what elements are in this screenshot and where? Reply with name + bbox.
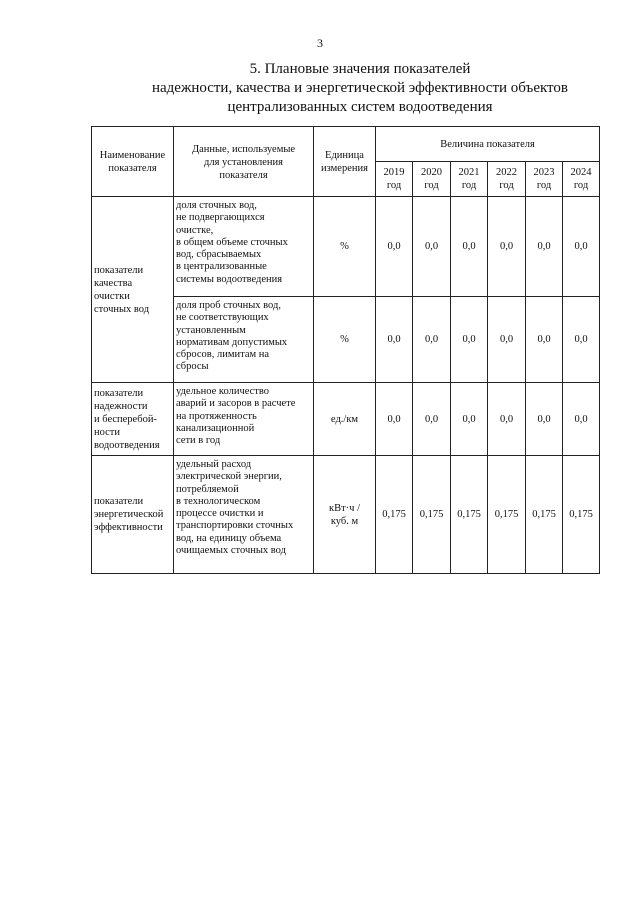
header-year: [488, 162, 526, 197]
data-text: очистке,: [176, 224, 214, 236]
value-cell: 0,0: [413, 383, 451, 456]
data-text: на протяженность: [176, 410, 257, 422]
value-cell: 0,0: [451, 297, 488, 383]
year-number: 2021: [458, 167, 480, 178]
value-cell: 0,175: [413, 456, 451, 574]
data-text: аварий и засоров в расчете: [176, 398, 296, 410]
unit-text: куб. м: [330, 515, 359, 527]
title-line: 5. Плановые значения показателей: [249, 61, 471, 77]
data-text: процессе очистки и: [176, 508, 264, 520]
indicator-name-cell: [92, 383, 174, 456]
data-text: не подвергающихся: [176, 212, 265, 224]
indicator-name: очистки: [94, 290, 130, 302]
value-cell: 0,175: [488, 456, 526, 574]
data-text: установленным: [176, 324, 246, 336]
header-value-group: Величина показателя: [376, 127, 600, 162]
data-text: удельное количество: [176, 386, 270, 397]
header-year: [563, 162, 600, 197]
year-suffix: год: [386, 180, 402, 191]
value-cell: 0,175: [563, 456, 600, 574]
table-row: [92, 383, 600, 456]
data-text: вод, сбрасываемых: [176, 249, 262, 261]
data-text: электрической энергии,: [176, 471, 282, 483]
unit-cell: ед./км: [314, 383, 376, 456]
year-suffix: год: [424, 180, 439, 191]
indicator-name: надежности: [94, 400, 148, 412]
data-text: доля проб сточных вод,: [176, 300, 281, 311]
data-text: доля сточных вод,: [176, 200, 257, 211]
indicator-name: сточных вод: [94, 303, 150, 315]
indicator-name: и бесперебой-: [94, 413, 157, 425]
indicator-name: показатели: [94, 496, 144, 507]
indicator-name: водоотведения: [94, 439, 160, 451]
indicator-name-cell: [92, 197, 174, 383]
header-unit: [314, 127, 376, 197]
header-year: [413, 162, 451, 197]
table-row: [92, 197, 600, 297]
data-text: нормативам допустимых: [176, 336, 288, 348]
value-cell: 0,0: [526, 297, 563, 383]
value-cell: 0,0: [413, 297, 451, 383]
data-text: сбросов, лимитам на: [176, 349, 270, 361]
year-number: 2023: [533, 167, 555, 178]
indicator-name: ности: [94, 426, 120, 438]
header-text: показателя: [108, 162, 157, 174]
value-cell: 0,0: [376, 197, 413, 297]
data-text: системы водоотведения: [176, 273, 283, 285]
data-text: удельный расход: [176, 459, 252, 470]
value-cell: 0,0: [488, 297, 526, 383]
data-text: транспортировки сточных: [176, 520, 294, 532]
value-cell: 0,0: [451, 383, 488, 456]
value-cell: 0,0: [376, 297, 413, 383]
value-cell: 0,0: [526, 197, 563, 297]
unit-cell: %: [314, 297, 376, 383]
value-cell: 0,0: [563, 197, 600, 297]
value-cell: 0,0: [488, 383, 526, 456]
header-text: показателя: [219, 170, 268, 181]
header-text: Данные, используемые: [191, 144, 296, 155]
data-text: в централизованные: [176, 261, 267, 273]
indicator-name: показатели: [94, 264, 144, 276]
unit-text: кВт·ч /: [328, 502, 360, 514]
value-cell: 0,0: [451, 197, 488, 297]
unit-cell: [314, 456, 376, 574]
indicator-data-cell: [174, 197, 314, 297]
header-name: [92, 127, 174, 197]
title-line: надежности, качества и энергетической эффективности объектов: [151, 80, 568, 96]
header-data: [174, 127, 314, 197]
year-number: 2024: [570, 167, 592, 178]
unit-cell: %: [314, 197, 376, 297]
header-text: для установления: [204, 157, 283, 168]
indicator-data-cell: [174, 297, 314, 383]
page-number: 3: [317, 36, 323, 50]
indicator-name-cell: [92, 456, 174, 574]
value-cell: 0,175: [526, 456, 563, 574]
data-text: потребляемой: [176, 483, 239, 495]
value-cell: 0,175: [376, 456, 413, 574]
header-text: Единица: [325, 149, 364, 161]
data-text: канализационной: [176, 422, 255, 434]
data-text: сети в год: [176, 435, 221, 447]
year-suffix: год: [461, 180, 477, 191]
indicator-name: показатели: [94, 387, 144, 399]
value-cell: 0,0: [376, 383, 413, 456]
value-cell: 0,0: [488, 197, 526, 297]
year-suffix: год: [499, 180, 514, 191]
indicator-name: энергетической: [94, 509, 164, 520]
header-text: измерения: [321, 162, 368, 174]
year-number: 2019: [383, 167, 405, 178]
header-text: Наименование: [99, 149, 166, 161]
indicators-table: [91, 126, 600, 574]
value-cell: 0,0: [413, 197, 451, 297]
indicator-name: эффективности: [94, 522, 163, 533]
section-title: [100, 60, 620, 117]
value-cell: 0,0: [563, 297, 600, 383]
data-text: в технологическом: [176, 495, 261, 507]
header-year: [451, 162, 488, 197]
value-cell: 0,0: [563, 383, 600, 456]
data-text: в общем объеме сточных: [176, 236, 288, 248]
header-year: [376, 162, 413, 197]
value-cell: 0,0: [526, 383, 563, 456]
table-row: [92, 456, 600, 574]
year-suffix: год: [573, 180, 589, 191]
title-line: централизованных систем водоотведения: [227, 99, 493, 115]
year-suffix: год: [536, 180, 552, 191]
year-number: 2020: [421, 167, 442, 178]
data-text: сбросы: [176, 361, 209, 373]
value-cell: 0,175: [451, 456, 488, 574]
indicator-name: качества: [94, 277, 133, 289]
data-text: не соответствующих: [176, 312, 269, 324]
header-year: [526, 162, 563, 197]
data-text: вод, на единицу объема: [176, 532, 282, 544]
indicator-data-cell: [174, 456, 314, 574]
year-number: 2022: [496, 167, 517, 178]
data-text: очищаемых сточных вод: [176, 545, 286, 557]
indicator-data-cell: [174, 383, 314, 456]
